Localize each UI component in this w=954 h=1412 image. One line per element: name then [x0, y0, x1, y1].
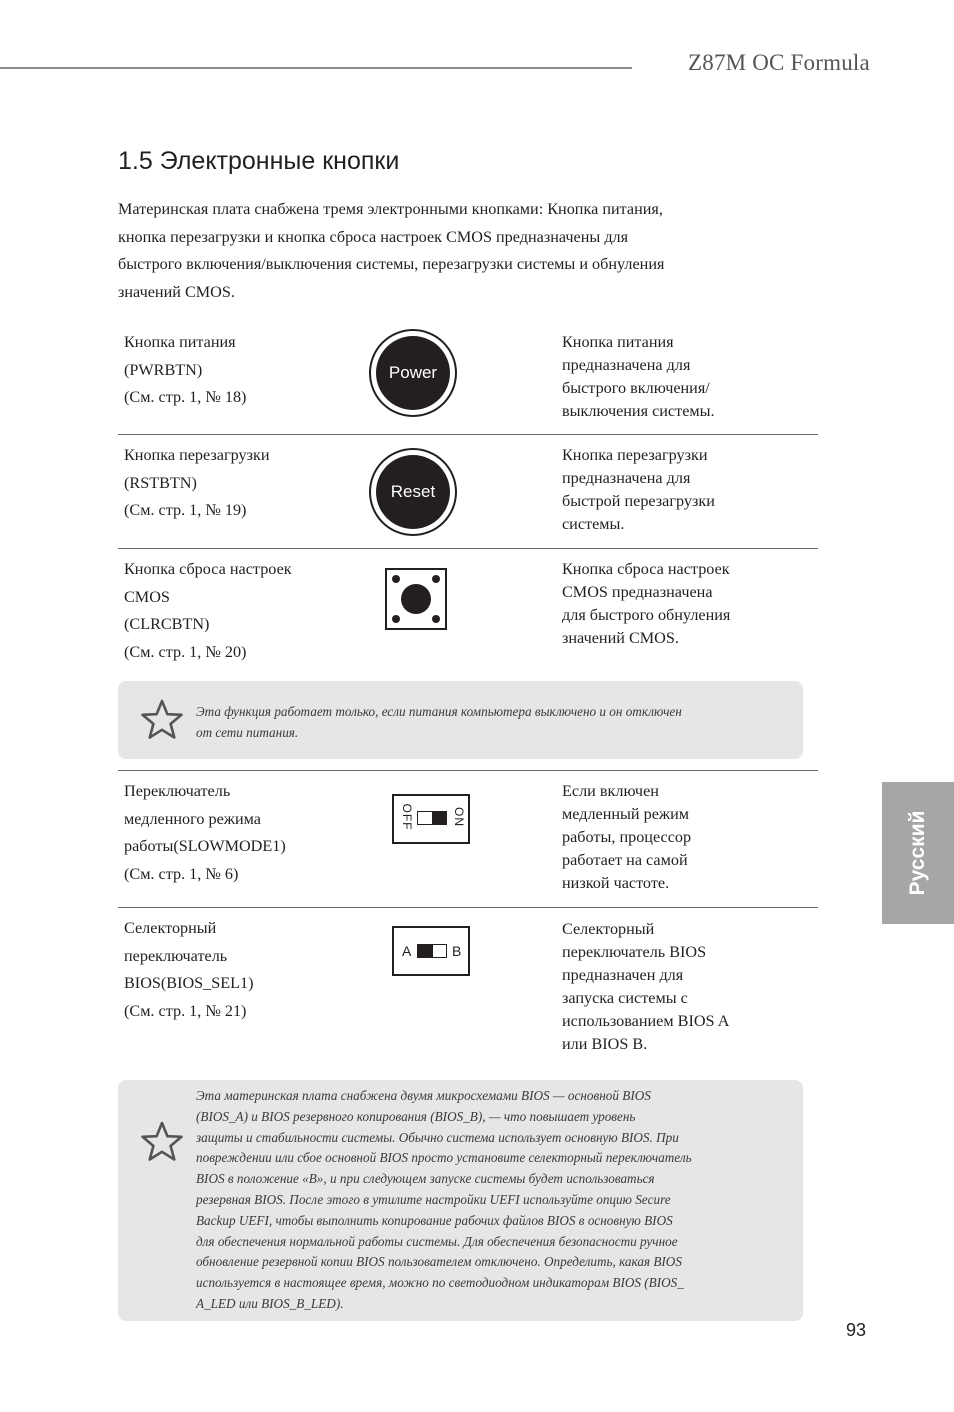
description-line: использованием BIOS A: [562, 1012, 730, 1030]
bios-switch-body: [417, 944, 447, 958]
bios-sel-row-description: [562, 918, 729, 1056]
power-button-icon: [369, 329, 457, 417]
description-line: предназначена для: [562, 356, 691, 374]
switch-a-label: A: [402, 943, 412, 959]
description-line: Если включен: [562, 782, 659, 800]
intro-line: значений CMOS.: [118, 282, 235, 301]
note-line: A_LED или BIOS_B_LED).: [196, 1295, 344, 1311]
note-line: резервная BIOS. После этого в утилите настройки UEFI используйте опцию Secure: [196, 1191, 671, 1207]
note-line: Эта функция работает только, если питания компьютера выключено и он отключен: [196, 704, 682, 719]
label-line: (RSTBTN): [124, 473, 197, 492]
power-row-description: [562, 331, 715, 423]
description-line: Кнопка перезагрузки: [562, 446, 708, 464]
description-line: предназначена для: [562, 469, 691, 487]
reset-row-description: [562, 444, 715, 536]
language-side-tab-label: Русский: [906, 810, 929, 896]
label-line: CMOS: [124, 587, 170, 606]
description-line: Селекторный: [562, 920, 655, 938]
note-line: для обеспечения нормальной работы системы. Для обеспечения безопасности ручное: [196, 1233, 678, 1249]
note-line: от сети питания.: [196, 725, 299, 740]
clrcmos-row-label: [124, 556, 292, 666]
switch-b-label: B: [452, 943, 462, 959]
label-line: переключатель: [124, 946, 228, 965]
description-line: системы.: [562, 515, 625, 533]
slowmode-row-description: [562, 780, 691, 895]
language-side-tab: [882, 782, 954, 924]
description-line: Кнопка питания: [562, 333, 674, 351]
note-text: [196, 701, 682, 743]
reset-button-label: Reset: [376, 455, 450, 529]
label-line: (См. стр. 1, № 6): [124, 864, 239, 883]
description-line: быстрой перезагрузки: [562, 492, 715, 510]
note-line: повреждении или сбое основной BIOS просто установите селекторный переключатель: [196, 1150, 692, 1166]
switch-off-label: OFF: [400, 803, 414, 831]
label-line: Переключатель: [124, 782, 231, 800]
intro-line: Материнская плата снабжена тремя электронными кнопками: Кнопка питания,: [118, 200, 663, 218]
row-divider: [118, 770, 818, 771]
note-line: (BIOS_A) и BIOS резервного копирования (BIOS_B), — что повышает уровень: [196, 1108, 636, 1124]
note-line: Эта материнская плата снабжена двумя микросхемами BIOS — основной BIOS: [196, 1088, 651, 1103]
label-line: (CLRCBTN): [124, 615, 210, 633]
label-line: работы(SLOWMODE1): [124, 837, 286, 855]
section-title: 1.5 Электронные кнопки: [118, 147, 400, 175]
clear-cmos-button-icon: [385, 568, 447, 630]
note-text: [196, 1086, 692, 1315]
description-line: предназначен для: [562, 966, 684, 984]
slowmode-row-label: [124, 778, 286, 888]
description-line: работы, процессор: [562, 828, 692, 846]
note-line: BIOS в положение «B», и при следующем запуске системы будет использоваться: [196, 1171, 655, 1187]
intro-line: кнопка перезагрузки и кнопка сброса настроек CMOS предназначены для: [118, 227, 629, 246]
note-box: [118, 1080, 803, 1321]
row-divider: [118, 548, 818, 549]
star-outline-icon: [140, 1120, 184, 1162]
description-line: CMOS предназначена: [562, 583, 713, 601]
slowmode-switch-body: [417, 811, 447, 825]
description-line: выключения системы.: [562, 402, 715, 420]
switch-on-label: ON: [452, 807, 466, 827]
note-box: [118, 681, 803, 759]
bios-select-switch-icon: [392, 926, 470, 976]
note-line: защиты и стабильности системы. Обычно система использует основную BIOS. При: [196, 1129, 679, 1145]
description-line: переключатель BIOS: [562, 943, 707, 961]
note-line: используется в настоящее время, можно по светодиодном индикаторам BIOS (BIOS_: [196, 1275, 684, 1291]
row-divider: [118, 907, 818, 908]
label-line: (См. стр. 1, № 20): [124, 642, 247, 661]
power-row-label: [124, 329, 246, 412]
description-line: работает на самой: [562, 851, 688, 869]
bios-sel-row-label: [124, 915, 254, 1025]
star-outline-icon: [140, 698, 184, 740]
label-line: медленного режима: [124, 809, 261, 828]
row-divider: [118, 434, 818, 435]
description-line: или BIOS B.: [562, 1035, 648, 1053]
slowmode-switch-icon: [392, 794, 470, 844]
label-line: (См. стр. 1, № 21): [124, 1001, 247, 1020]
header-rule: [0, 67, 632, 69]
label-line: (См. стр. 1, № 19): [124, 501, 247, 519]
page-number: 93: [846, 1320, 867, 1340]
reset-row-label: [124, 442, 270, 525]
label-line: (PWRBTN): [124, 360, 203, 379]
label-line: BIOS(BIOS_SEL1): [124, 974, 254, 992]
label-line: Кнопка сброса настроек: [124, 560, 292, 578]
label-line: Кнопка перезагрузки: [124, 446, 270, 464]
power-button-label: Power: [376, 336, 450, 410]
clrcmos-row-description: [562, 558, 730, 650]
note-line: обновление резервной копии BIOS пользователем отключено. Определить, какая BIOS: [196, 1254, 682, 1270]
intro-line: быстрого включения/выключения системы, перезагрузки системы и обнуления: [118, 255, 665, 273]
label-line: Кнопка питания: [124, 333, 236, 351]
description-line: значений CMOS.: [562, 629, 679, 647]
header-model-title: Z87M OC Formula: [688, 50, 870, 75]
description-line: Кнопка сброса настроек: [562, 560, 730, 578]
description-line: низкой частоте.: [562, 874, 670, 892]
note-line: Backup UEFI, чтобы выполнить копирование рабочих файлов BIOS в основную BIOS: [196, 1212, 673, 1228]
description-line: запуска системы с: [562, 989, 688, 1007]
description-line: быстрого включения/: [562, 379, 710, 397]
description-line: для быстрого обнуления: [562, 606, 731, 624]
reset-button-icon: [369, 448, 457, 536]
label-line: Селекторный: [124, 919, 217, 937]
description-line: медленный режим: [562, 805, 689, 823]
intro-paragraph: [118, 196, 778, 306]
label-line: (См. стр. 1, № 18): [124, 388, 247, 406]
